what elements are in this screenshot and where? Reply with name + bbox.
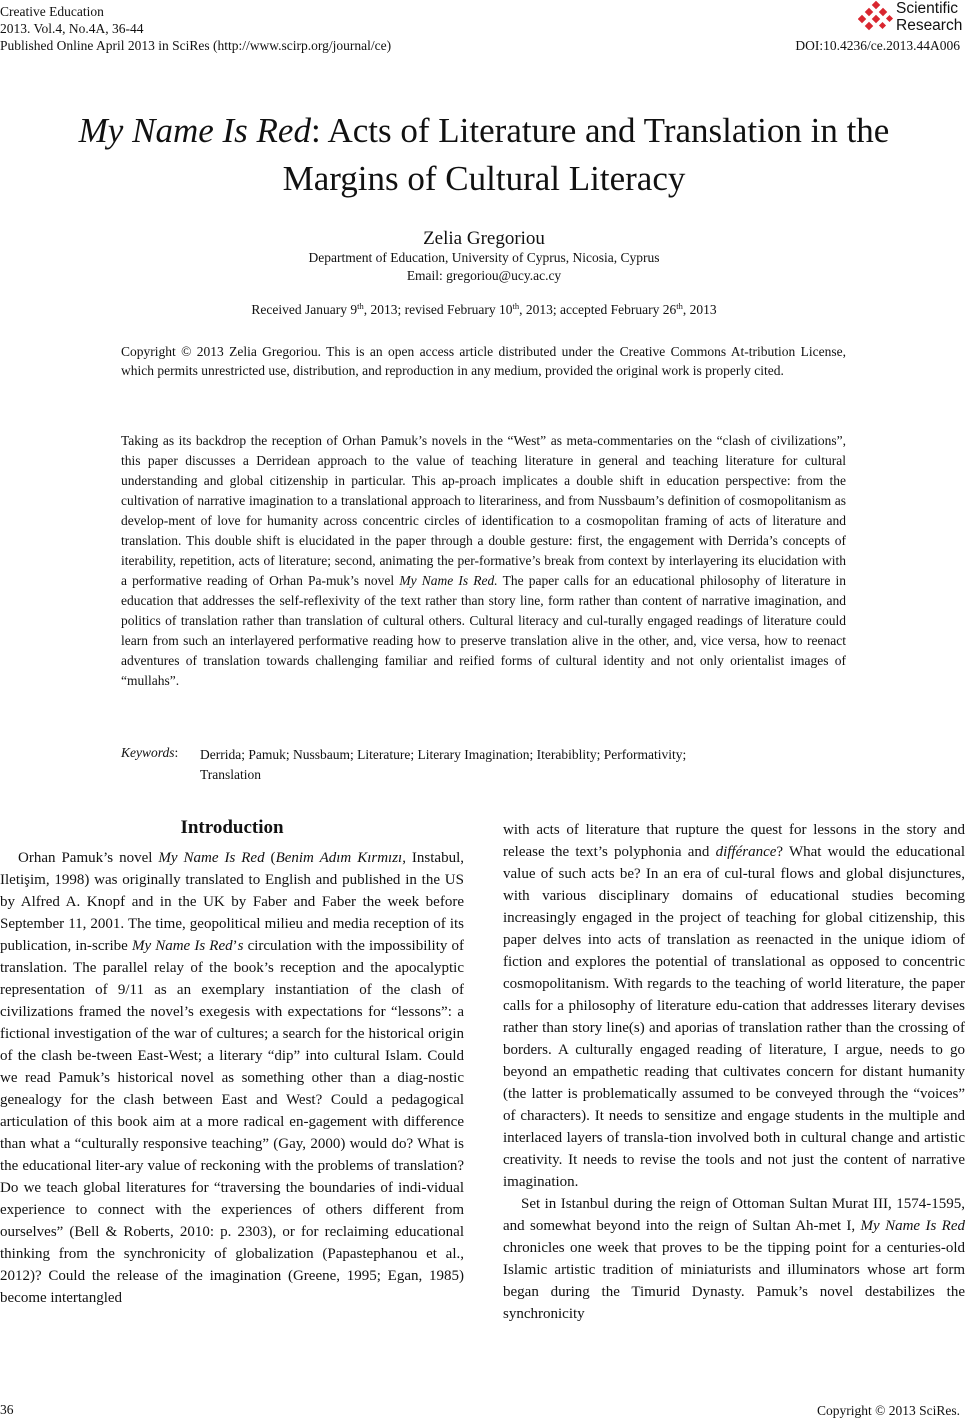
paragraph: with acts of literature that rupture the quest for lessons in the story and release the text’s polyphonia and différance? What would the educational value of such acts be? In an era of cul-tural flows and global disjunctures, with various disciplinary domains of educational studies becoming increasingly engaged in the project of teaching for global citizenship, this paper delves into acts of translation as reenacted in the unique idiom of fiction and explores the potential of translational as opposed to concentric cosmopolitanism. With regards to the teaching of world literature, the paper calls for a philosophy of literature edu-cation that addresses literary devises rather than story line(s) and aporias of translation rather than the crossing of borders. A culturally engaged reading of literature, I argue, needs to go beyond an empathetic reading that cultivates concern for distant humanity (the latter is problematically assumed to be conveyed through the “voices” of characters). It needs to sensitize and engage students in the multiple and interlaced layers of transla-tion involved both in cultural change and artistic creativity. It needs to revise the tools and not just the content of narrative imagination. bbox=[503, 822, 966, 1190]
page-number: 36 bbox=[0, 1402, 14, 1417]
author-email: Email: gregoriou@ucy.ac.cy bbox=[406, 268, 562, 283]
title-italic: My Name Is Red bbox=[78, 111, 311, 150]
publication-info: Published Online April 2013 in SciRes (http://www.scirp.org/journal/ce) bbox=[0, 38, 392, 53]
article-title bbox=[20, 107, 948, 203]
scientific-research-logo bbox=[858, 0, 962, 36]
affiliation-block bbox=[0, 249, 968, 285]
abstract: Taking as its backdrop the reception of Orhan Pamuk’s novels in the “West” as meta-commentaries on the “clash of civilizations”, this paper discusses a Derridean approach to the value of teaching literature in general and teaching literature for cultural understanding and global citizenship in particular. This ap-proach implicates a double shift in education perspective: from the cultivation of narrative imagination to a translational approach to literariness, and from Nussbaum’s definition of cosmopolitanism as develop-ment of love for humanity across concentric circles of identification to a cosmopolitan framing of acts of literature and translation. This double shift is elucidated in the paper through a double gesture: first, the engagement with Derrida’s concepts of iterability, repetition, acts of literature; second, animating the per-formative’s break from context by interlayering its elucidation with a performative reading of Orhan Pa-muk’s novel My Name Is Red. The paper calls for an educational philosophy of literature in education that addresses the self-reflexivity of the text rather than story line, form rather than content of narrative imagination, and politics of translation rather than translation of cultural others. Cultural literacy and cul-turally engaged readings of literature could learn from such an interlayered performative reading how to preserve translation alive in the other, and, vice versa, how to reenact adventures of translation towards challenging familiar and reified forms of cultural identity and not only orientalist images of “mullahs”. bbox=[121, 433, 846, 688]
body-column-left bbox=[0, 847, 464, 1309]
footer-copyright: Copyright © 2013 SciRes. bbox=[816, 1403, 960, 1418]
section-heading-introduction: Introduction bbox=[180, 817, 284, 838]
affiliation: Department of Education, University of Cyprus, Nicosia, Cyprus bbox=[308, 250, 660, 265]
journal-name: Creative Education bbox=[0, 4, 104, 19]
journal-volume: 2013. Vol.4, No.4A, 36-44 bbox=[0, 21, 144, 36]
submission-dates: Received January 9th, 2013; revised February 10th, 2013; accepted February 26th, 2013 bbox=[251, 301, 717, 317]
author-name: Zelia Gregoriou bbox=[423, 228, 545, 249]
paragraph: Set in Istanbul during the reign of Ottoman Sultan Murat III, 1574-1595, and somewhat beyond into the reign of Sultan Ah-met I, My Name Is Red chronicles one week that proves to be the tipping point for a centuries-old Islamic artistic tradition of miniaturists and illuminators whose art form began during the Timurid Dynasty. Pamuk’s novel destabilizes the synchronicity bbox=[503, 1196, 965, 1322]
keywords-list: Derrida; Pamuk; Nussbaum; Literature; Literary Imagination; Iterabiblity; Performativity; Translation bbox=[200, 747, 687, 782]
copyright-notice: Copyright © 2013 Zelia Gregoriou. This is an open access article distributed under the Creative Commons At-tribution License, which permits unrestricted use, distribution, and reproduction in any medium, provided the original work is properly cited. bbox=[121, 344, 846, 378]
paragraph: Orhan Pamuk’s novel My Name Is Red (Benim Adım Kırmızı, Instabul, Iletişim, 1998) was originally translated to English and published in the US by Alfred A. Knopf and in the UK by Faber and Faber the week before September 11, 2001. The time, geopolitical milieu and media reception of its publication, in-scribe My Name Is Red’s circulation with the impossibility of translation. The parallel relay of the book’s reception and the apocalyptic representation of 9/11 as an exemplary instantiation of the clash of civilizations framed the novel’s exegesis with expectations for “lessons”: a fictional investigation of the war of cultures; a search for the historical origin of the clash be-tween East-West; a literary “dip” into cultural Islam. Could we read Pamuk’s historical novel as something other than a diag-nostic genealogy for the clash between East and West? Could a pedagogical articulation of this book aim at a more radical en-gagement with difference than what a “culturally responsive teaching” (Gay, 2000) would do? What is the educational liter-ary value of reckoning with the problems of translation? Do we teach global literatures for “traversing the boundaries of indi-vidual experience to connect with the experiences of others different from ourselves” (Bell & Roberts, 2010: p. 2303), or for reclaiming educational thinking from the synchronicity of globalization (Papastephanou et al., 2012)? Could the release of the imagination (Greene, 1995; Egan, 1985) become intertangled bbox=[0, 850, 465, 1306]
running-header bbox=[0, 3, 391, 54]
doi: DOI:10.4236/ce.2013.44A006 bbox=[795, 38, 960, 53]
title-line2: Margins of Cultural Literacy bbox=[282, 159, 686, 198]
title-line1: : Acts of Literature and Translation in the bbox=[310, 111, 890, 150]
logo-word-research: Research bbox=[896, 17, 963, 34]
keywords-label: Keywords: bbox=[121, 745, 179, 760]
logo-word-scientific: Scientific bbox=[896, 0, 959, 17]
diamond-cluster-icon bbox=[858, 1, 894, 33]
body-column-right bbox=[503, 819, 965, 1325]
